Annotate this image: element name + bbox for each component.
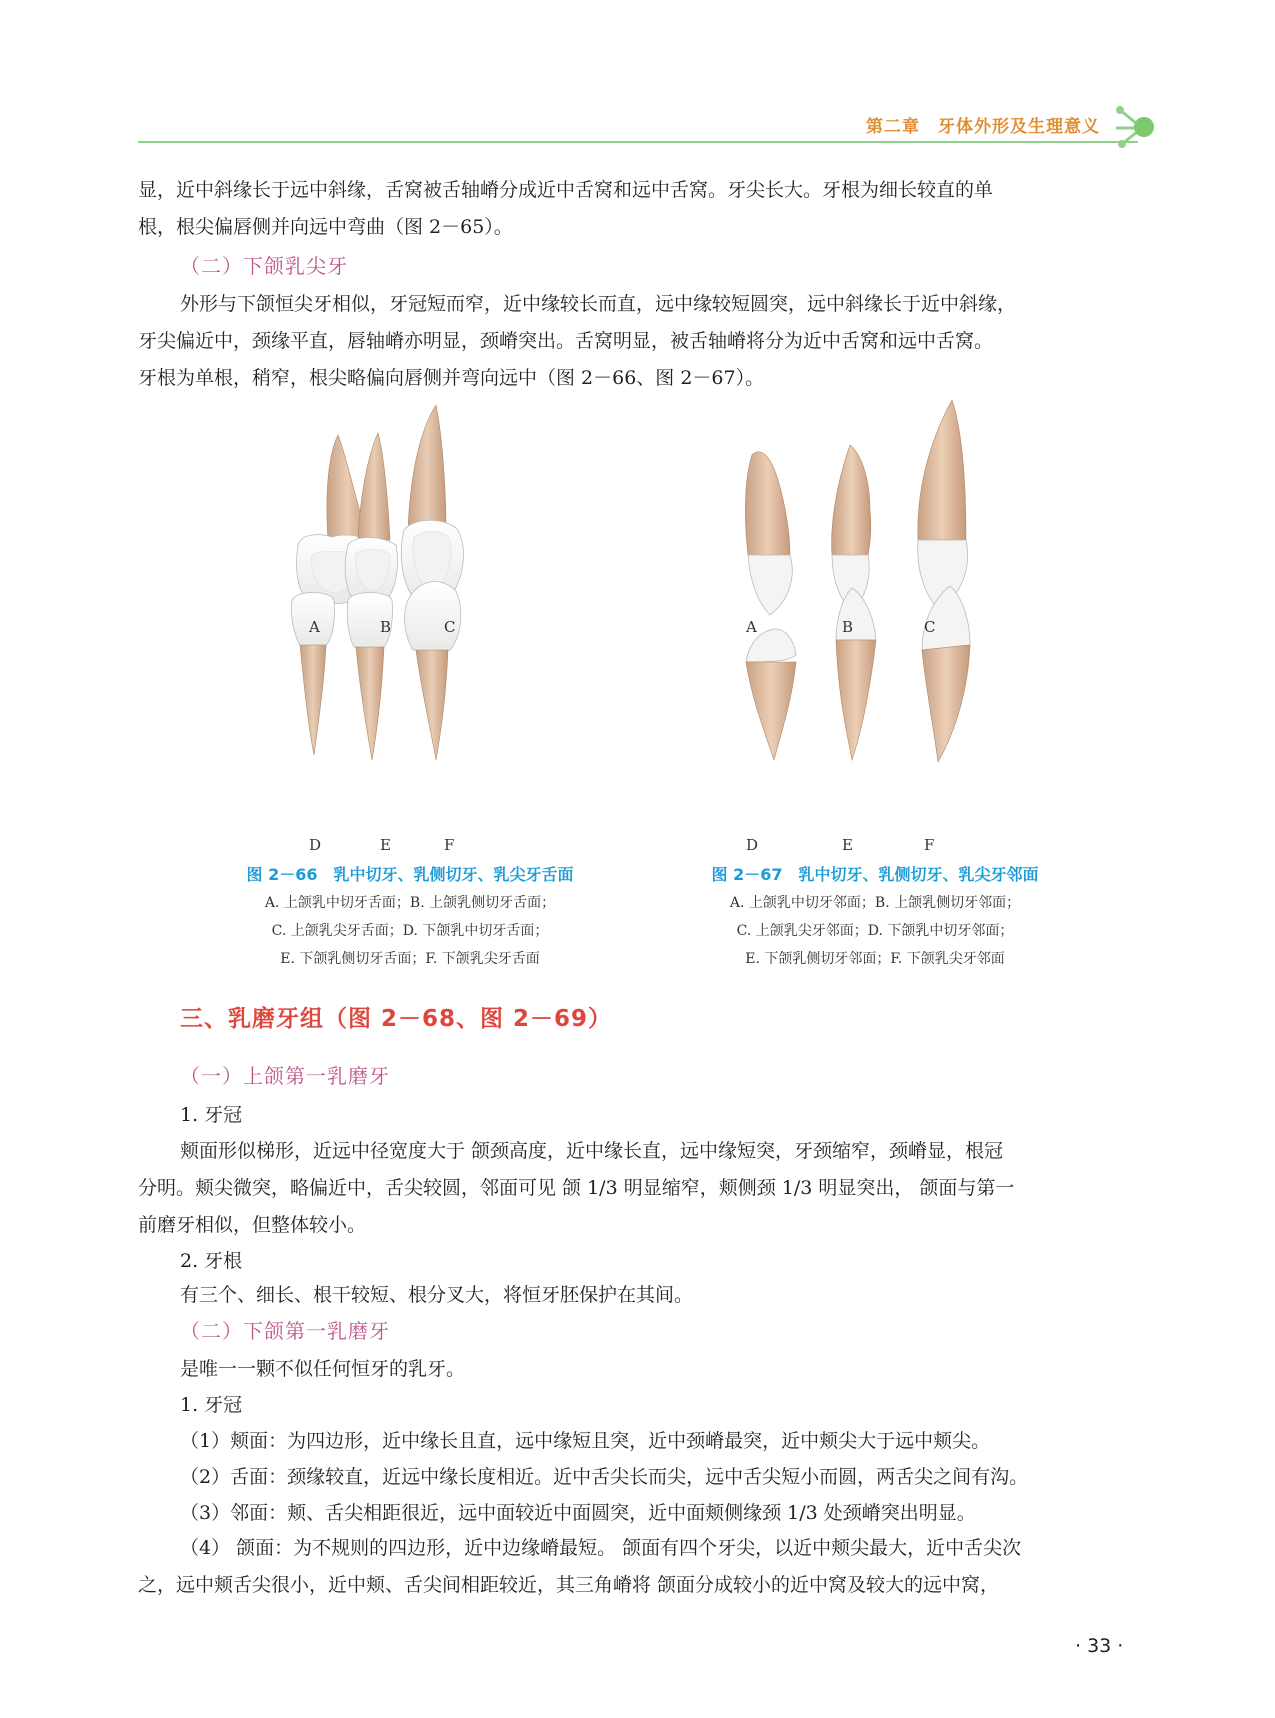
intro-paragraph: [138, 172, 1144, 246]
figure-2-66-caption-line: E. 下颌乳侧切牙舌面；F. 下颌乳尖牙舌面: [280, 951, 540, 967]
crown-label: 1. 牙冠: [180, 1104, 243, 1126]
subheading-lower-primary-canine: （二）下颌乳尖牙: [180, 254, 348, 278]
figure-2-66-caption-line: A. 上颌乳中切牙舌面；B. 上颌乳侧切牙舌面；: [264, 895, 556, 911]
tooth-d-proximal: [746, 629, 796, 760]
tooth-b-proximal: [832, 445, 871, 612]
figure-letter: C: [444, 618, 456, 636]
paragraph-line: 前磨牙相似，但整体较小。: [138, 1214, 367, 1236]
figure-letter: F: [924, 836, 935, 854]
tooth-e-proximal: [836, 588, 876, 760]
figure-2-67-caption-line: E. 下颌乳侧切牙邻面；F. 下颌乳尖牙邻面: [745, 951, 1005, 967]
tooth-f-lower-canine: [405, 581, 461, 760]
figure-letter: C: [924, 618, 936, 636]
molecule-ornament-icon: [1108, 100, 1168, 152]
section-heading-primary-molars: 三、乳磨牙组（图 2－68、图 2－69）: [180, 1006, 613, 1032]
tooth-f-proximal: [922, 586, 970, 762]
figure-2-67-caption-line: C. 上颌乳尖牙邻面；D. 下颌乳中切牙邻面；: [736, 923, 1014, 939]
crown-label: 1. 牙冠: [180, 1394, 243, 1416]
figure-letter: D: [309, 836, 322, 854]
tooth-a-proximal: [745, 452, 792, 615]
paragraph-line: 牙尖偏近中，颈缘平直，唇轴嵴亦明显，颈嵴突出。舌窝明显，被舌轴嵴将分为近中舌窝和远中舌窝。: [138, 330, 994, 352]
figure-letter: A: [746, 618, 757, 636]
root-text: 有三个、细长、根干较短、根分叉大，将恒牙胚保护在其间。: [180, 1284, 694, 1306]
paragraph-line: 之，远中颊舌尖很小，近中颊、舌尖间相距较近，其三角嵴将 颌面分成较小的近中窝及较大的远中窝，: [138, 1574, 1000, 1596]
intro-line: 根，根尖偏唇侧并向远中弯曲（图 2－65）。: [138, 216, 513, 238]
subheading-lower-first-primary-molar: （二）下颌第一乳磨牙: [180, 1319, 390, 1343]
list-item: （2）舌面：颈缘较直，近远中缘长度相近。近中舌尖长而尖，远中舌尖短小而圆，两舌尖之间有沟。: [180, 1466, 1029, 1488]
figure-letter: A: [309, 618, 320, 636]
lower-molar-intro: 是唯一一颗不似任何恒牙的乳牙。: [180, 1358, 466, 1380]
figure-letter: D: [746, 836, 759, 854]
upper-molar-crown-paragraph: [138, 1133, 1144, 1244]
paragraph-line: 牙根为单根，稍窄，根尖略偏向唇侧并弯向远中（图 2－66、图 2－67）。: [138, 367, 765, 389]
tooth-c-upper-canine: [401, 405, 463, 605]
figure-letter: B: [842, 618, 854, 636]
figure-letter: B: [380, 618, 392, 636]
figure-2-66-illustration: [290, 405, 530, 845]
tooth-c-proximal: [918, 400, 968, 610]
figure-2-66-title: 图 2－66 乳中切牙、乳侧切牙、乳尖牙舌面: [246, 865, 574, 884]
lower-canine-paragraph: [138, 286, 1144, 397]
paragraph-line: 分明。颊尖微突，略偏近中，舌尖较圆，邻面可见 颌 1/3 明显缩窄，颊侧颈 1/3 明显突出， 颌面与第一: [138, 1177, 1015, 1199]
subheading-upper-first-primary-molar: （一）上颌第一乳磨牙: [180, 1064, 390, 1088]
paragraph-line: 外形与下颌恒尖牙相似，牙冠短而窄，近中缘较长而直，远中缘较短圆突，远中斜缘长于近中斜缘，: [180, 293, 1017, 315]
paragraph-line: 颊面形似梯形，近远中径宽度大于 颌颈高度，近中缘长直，远中缘短突，牙颈缩窄，颈嵴显，根冠: [180, 1140, 1004, 1162]
list-item: （3）邻面：颊、舌尖相距很近，远中面较近中面圆突，近中面颊侧缘颈 1/3 处颈嵴突出明显。: [180, 1502, 976, 1524]
page-number: · 33 ·: [1075, 1635, 1124, 1657]
figure-letter: F: [444, 836, 455, 854]
header-rule: [138, 141, 1138, 143]
tooth-d-lower-central-incisor: [291, 592, 335, 755]
intro-line: 显，近中斜缘长于远中斜缘，舌窝被舌轴嵴分成近中舌窝和远中舌窝。牙尖长大。牙根为细长较直的单: [138, 179, 994, 201]
list-item: （1）颊面：为四边形，近中缘长且直，远中缘短且突，近中颈嵴最突，近中颊尖大于远中颊尖。: [180, 1430, 991, 1452]
figure-2-67-illustration: [740, 400, 1000, 840]
figure-letter: E: [842, 836, 853, 854]
paragraph-line: （4） 颌面：为不规则的四边形，近中边缘嵴最短。 颌面有四个牙尖，以近中颊尖最大，近中舌尖次: [180, 1537, 1022, 1559]
list-item-4: [138, 1530, 1144, 1604]
figure-2-67-caption-line: A. 上颌乳中切牙邻面；B. 上颌乳侧切牙邻面；: [729, 895, 1021, 911]
figure-letter: E: [380, 836, 391, 854]
root-label: 2. 牙根: [180, 1250, 243, 1272]
figure-2-66-caption-line: C. 上颌乳尖牙舌面；D. 下颌乳中切牙舌面；: [271, 923, 549, 939]
figure-2-67-title: 图 2－67 乳中切牙、乳侧切牙、乳尖牙邻面: [711, 865, 1039, 884]
chapter-header-title: 第二章 牙体外形及生理意义: [866, 117, 1100, 137]
